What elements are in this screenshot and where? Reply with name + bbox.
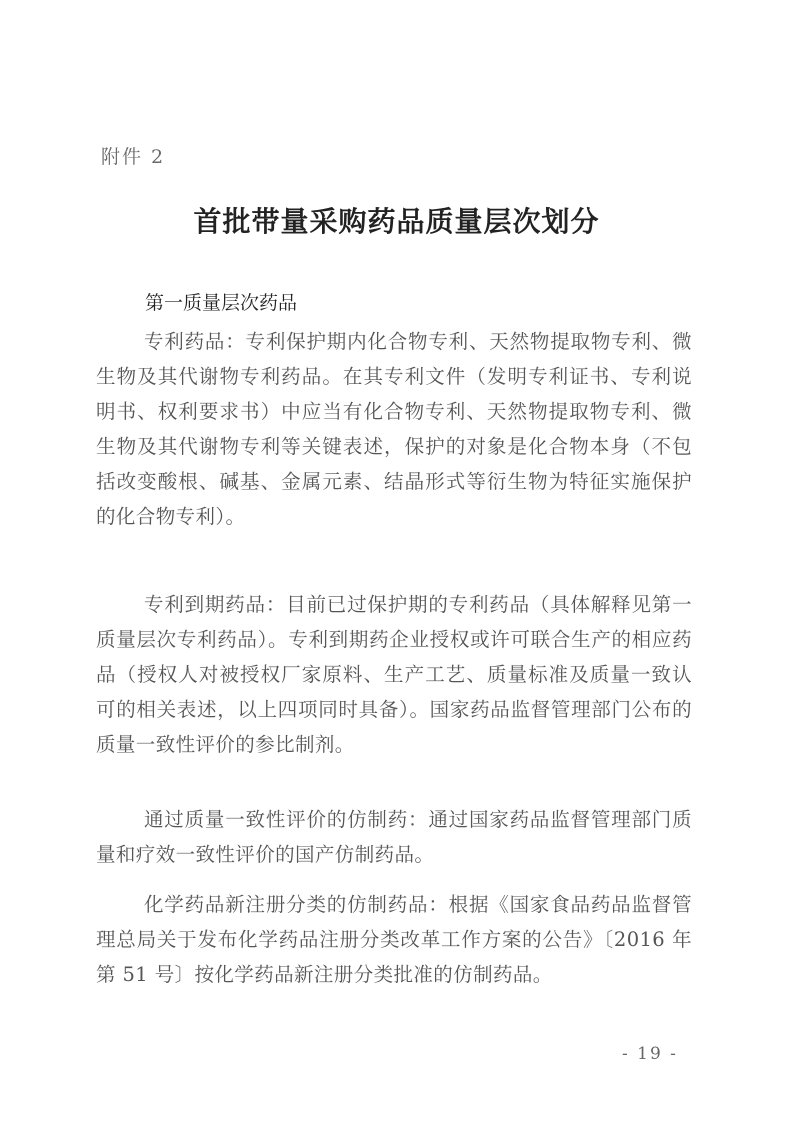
document-title: 首批带量采购药品质量层次划分 — [193, 205, 600, 238]
section-heading: 第一质量层次药品 — [145, 292, 298, 314]
annex-label: 附件 2 — [101, 146, 166, 168]
paragraph-new-registration-generics: 化学药品新注册分类的仿制药品：根据《国家食品药品监督管理总局关于发布化学药品注册分类改革工作方案的公告》〔2016 年第 51 号〕按化学药品新注册分类批准的仿制药品。 — [96, 893, 692, 986]
paragraph-expired-patent-drugs: 专利到期药品：目前已过保护期的专利药品（具体解释见第一质量层次专利药品）。专利到期药企业授权或许可联合生产的相应药品（授权人对被授权厂家原料、生产工艺、质量标准及质量一致认可的相关表述，以上四项同时具备）。国家药品监督管理部门公布的质量一致性评价的参比制剂。 — [96, 593, 692, 756]
paragraph-consistency-evaluated-generics: 通过质量一致性评价的仿制药：通过国家药品监督管理部门质量和疗效一致性评价的国产仿制药品。 — [96, 808, 692, 866]
page-number: - 19 - — [622, 1044, 678, 1064]
paragraph-patent-drugs: 专利药品：专利保护期内化合物专利、天然物提取物专利、微生物及其代谢物专利药品。在其专利文件（发明专利证书、专利说明书、权利要求书）中应当有化合物专利、天然物提取物专利、微生物及其代谢物专利等关键表述，保护的对象是化合物本身（不包括改变酸根、碱基、金属元素、结晶形式等衍生物为特征实施保护的化合物专利）。 — [96, 330, 692, 528]
